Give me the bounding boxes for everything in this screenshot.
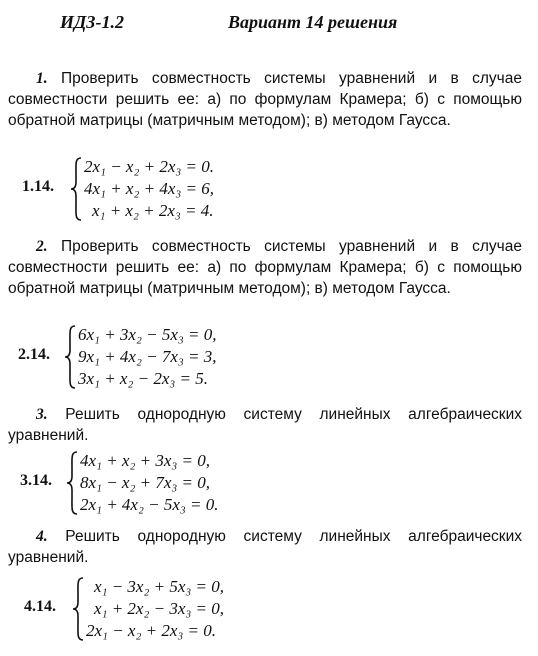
task-4-text (8, 526, 522, 568)
system-4-equation-3: 2x₁ − x₂ + 2x₃ = 0. (86, 621, 217, 640)
task-3-statement: Решить однородную систему линейных алгебраических уравнений. (8, 406, 522, 444)
system-4 (0, 576, 538, 642)
system-3-equation-3: 2x₁ + 4x₂ − 5x₃ = 0. (80, 495, 219, 514)
task-4-statement: Решить однородную систему линейных алгебраических уравнений. (8, 528, 522, 566)
system-2-brace (64, 324, 76, 390)
task-3-text (8, 404, 522, 446)
system-1 (0, 156, 538, 222)
document-header (0, 8, 538, 38)
task-2-text (8, 236, 522, 299)
system-1-label: 1.14. (22, 178, 54, 195)
system-3-equation-1: 4x₁ + x₂ + 3x₃ = 0, (80, 451, 211, 470)
system-4-brace (72, 576, 84, 642)
system-1-equation-2: 4x₁ + x₂ + 4x₃ = 6, (84, 179, 215, 198)
system-4-label: 4.14. (24, 598, 56, 615)
system-2-equation-1: 6x₁ + 3x₂ − 5x₃ = 0, (78, 325, 217, 344)
task-1-number: 1. (36, 70, 48, 87)
system-1-equation-1: 2x₁ − x₂ + 2x₃ = 0. (84, 157, 215, 176)
task-2-statement: Проверить совместность системы уравнений и в случае совместности решить ее: а) по формулам Крамера; б) с помощью обратной матрицы (матричным методом); в) методом Гаусса. (8, 238, 522, 297)
system-3 (0, 450, 538, 516)
system-3-brace (66, 450, 78, 516)
assignment-code: ИДЗ-1.2 (60, 12, 124, 32)
system-2-equation-2: 9x₁ + 4x₂ − 7x₃ = 3, (78, 347, 217, 366)
system-2 (0, 324, 538, 390)
system-1-equation-3: x₁ + x₂ + 2x₃ = 4. (92, 201, 214, 220)
task-4-number: 4. (36, 528, 48, 545)
system-4-equation-2: x₁ + 2x₂ − 3x₃ = 0, (94, 599, 225, 618)
task-2-number: 2. (36, 238, 48, 255)
system-4-equation-1: x₁ − 3x₂ + 5x₃ = 0, (94, 577, 225, 596)
system-3-equation-2: 8x₁ − x₂ + 7x₃ = 0, (80, 473, 211, 492)
task-3-number: 3. (36, 406, 48, 423)
system-3-label: 3.14. (20, 472, 52, 489)
variant-title: Вариант 14 решения (228, 12, 398, 32)
system-2-equation-3: 3x₁ + x₂ − 2x₃ = 5. (78, 369, 209, 388)
system-1-brace (70, 156, 82, 222)
task-1-statement: Проверить совместность системы уравнений и в случае совместности решить ее: а) по формулам Крамера; б) с помощью обратной матрицы (матричным методом); в) методом Гаусса. (8, 70, 522, 129)
system-2-label: 2.14. (18, 346, 50, 363)
task-1-text (8, 68, 522, 131)
